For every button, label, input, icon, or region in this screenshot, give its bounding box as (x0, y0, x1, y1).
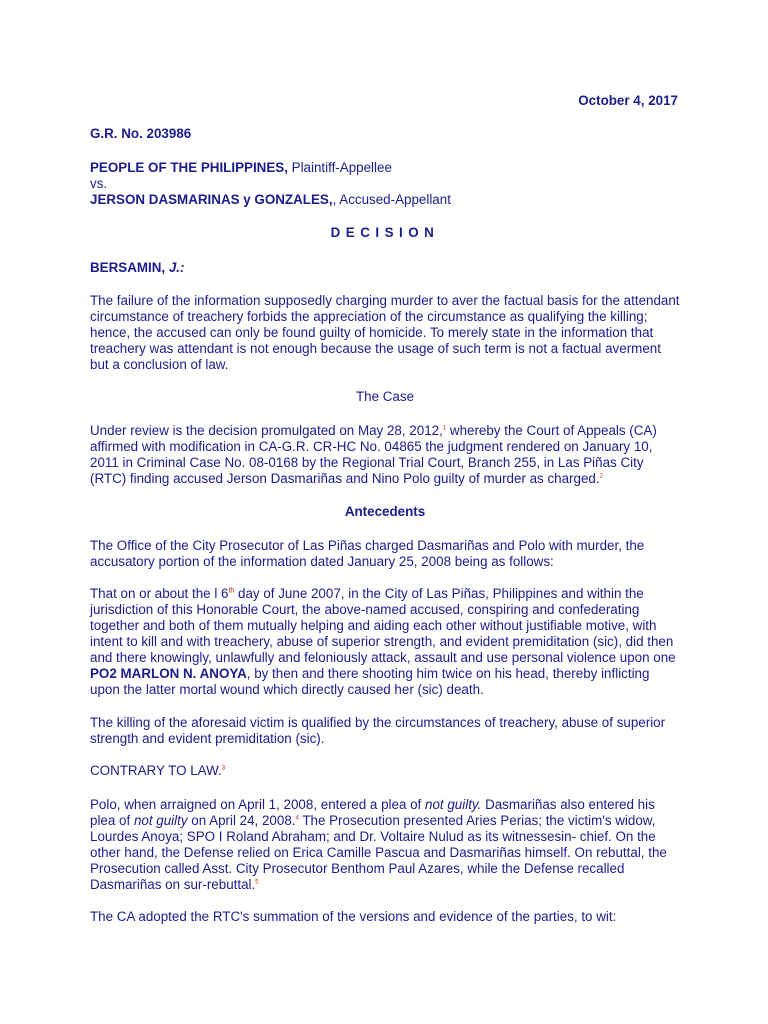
paragraph-ca-adopted: The CA adopted the RTC's summation of the versions and evidence of the parties, to wit: (90, 909, 617, 924)
footnote-5-link[interactable]: 5 (255, 879, 259, 886)
heading-the-case: The Case (355, 389, 415, 404)
footnote-1-link[interactable]: 1 (442, 425, 447, 432)
case-number: G.R. No. 203986 (90, 126, 192, 141)
heading-antecedents: Antecedents (344, 504, 426, 519)
decision-heading: DECISION (330, 225, 440, 240)
ponente: BERSAMIN, J.: (90, 260, 185, 275)
versus: vs. (90, 176, 108, 191)
paragraph-contrary-to-law: CONTRARY TO LAW.$^3$ (90, 763, 226, 778)
plaintiff-role: Plaintiff-Appellee (287, 160, 392, 175)
footnote-2-link[interactable]: 2 (599, 473, 603, 480)
paragraph-under-review: Under review is the decision promulgated on May 28, 2012,$^1$ whereby the Court of Appeals (CA) affirmed with modification in CA-G.R. CR-HC No. 04865 the judgment rendered on January 10, 2011 in Criminal Case No. 08-0168 by the Regional Trial Court, Branch 255, in Las Piñas City (RTC) finding accused Jerson Dasmariñas and Nino Polo guilty of murder as charged.$^2$ (90, 423, 657, 486)
paragraph-information: That on or about the l 6th day of June 2007, in the City of Las Piñas, Philippines and within the jurisdiction of this Honorable Court, the above-named accused, conspiring and confederating together and both of them mutually helping and aiding each other without justifiable motive, with intent to kill and with treachery, abuse of superior strength, and evident premiditation (sic), did then and there knowingly, unlawfully and feloniously attack, assault and use personal violence upon one PO2 MARLON N. ANOYA, by then and there shooting him twice on his head, thereby inflicting upon the latter mortal wound which directly caused her (sic) death. (90, 586, 676, 697)
accused-role: , Accused-Appellant (332, 192, 451, 207)
footnote-3-link[interactable]: 3 (221, 765, 226, 772)
footnote-4-link[interactable]: 4 (295, 815, 299, 822)
paragraph-syllabus: The failure of the information supposedly charging murder to aver the factual basis for the attendant circumstance of treachery forbids the appreciation of the circumstance as qualifying the killing; hence, the accused can only be found guilty of homicide. To merely state in the information that treachery was attendant is not enough because the usage of such term is not a factual averment but a conclusion of law. (90, 293, 680, 372)
paragraph-arraignment: Polo, when arraigned on April 1, 2008, entered a plea of not guilty. Dasmariñas also entered his plea of not guilty on April 24, 2008.$^4$ The Prosecution presented Aries Perias; the victim's widow, Lourdes Anoya; SPO I Roland Abraham; and Dr. Voltaire Nulud as its witnessesin- chief. On the other hand, the Defense relied on Erica Camille Pascua and Dasmariñas himself. On rebuttal, the Prosecution called Asst. City Prosecutor Benthom Paul Azares, while the Defense recalled Dasmariñas on sur-rebuttal.$^5$ (90, 797, 667, 892)
decision-date: October 4, 2017 (578, 93, 678, 108)
victim-name: PO2 MARLON N. ANOYA (90, 666, 247, 681)
party-plaintiff (90, 160, 680, 176)
accused-name: JERSON DASMARINAS y GONZALES, (90, 192, 333, 207)
parties (90, 160, 680, 208)
paragraph-charge: The Office of the City Prosecutor of Las Piñas charged Dasmariñas and Polo with murder, the accusatory portion of the information dated January 25, 2008 being as follows: (90, 538, 645, 569)
plaintiff-name: PEOPLE OF THE PHILIPPINES, (90, 160, 288, 175)
paragraph-qualifying: The killing of the aforesaid victim is qualified by the circumstances of treachery, abuse of superior strength and evident premiditation (sic). (90, 715, 666, 746)
party-accused (90, 192, 680, 208)
